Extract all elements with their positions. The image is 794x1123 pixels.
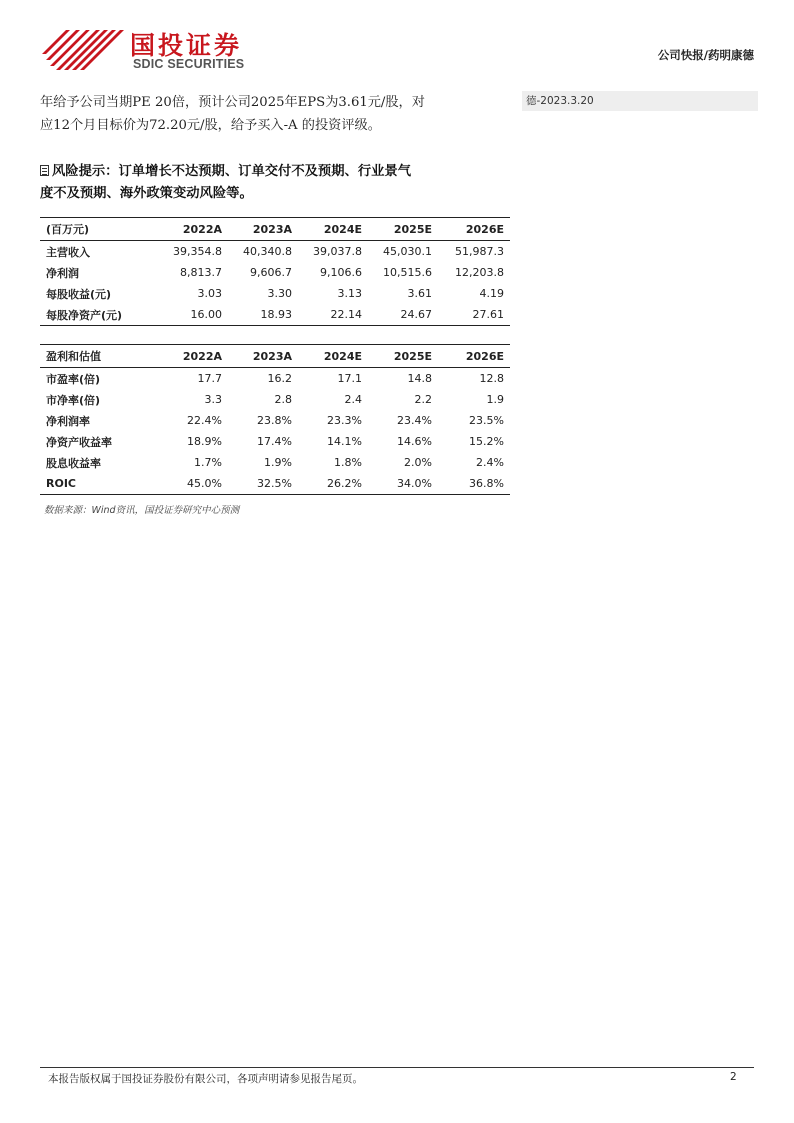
table-row [40,241,510,263]
table-cell: 16.2 [267,372,292,385]
document-icon [40,165,49,176]
risk-line: 风险提示：订单增长不达预期、订单交付不及预期、行业景气 [52,164,412,179]
table-cell: 2.2 [414,393,432,406]
table-cell: 3.30 [267,287,292,300]
table-cell: 4.19 [479,287,504,300]
table-cell: 2.8 [274,393,292,406]
table-row [40,262,510,283]
row-label: 净利润率 [46,414,90,428]
logo-text-en: SDIC SECURITIES [133,57,245,71]
column-header: 2022A [158,218,228,241]
table-cell: 17.1 [337,372,362,385]
table-cell: 3.3 [204,393,222,406]
table-cell: 18.93 [228,304,298,326]
table-cell: 17.7 [197,372,222,385]
table-cell: 1.7% [194,456,222,469]
table-cell: 22.4% [187,414,222,427]
table-cell: 10,515.6 [383,266,432,279]
table-cell: 36.8% [438,473,510,495]
row-label: 市盈率(倍) [46,372,101,386]
column-header: 2026E [438,218,510,241]
company-logo [40,26,280,76]
table-cell: 1.8% [334,456,362,469]
risk-line: 度不及预期、海外政策变动风险等。 [40,186,253,201]
table-cell: 1.9% [264,456,292,469]
table-cell: 40,340.8 [243,245,292,258]
column-header: 2025E [368,345,438,368]
row-label: 市净率(倍) [46,393,101,407]
table-row [40,283,510,304]
table-cell: 1.9 [486,393,504,406]
table-cell: 3.61 [407,287,432,300]
paragraph-line: 年给予公司当期PE 20倍，预计公司2025年EPS为3.61元/股，对 [40,95,425,110]
table-cell: 45.0% [158,473,228,495]
row-label: 每股收益(元) [46,287,112,301]
column-header: 2023A [228,345,298,368]
paragraph-line: 应12个月目标价为72.20元/股，给予买入-A 的投资评级。 [40,118,381,133]
table-cell: 39,037.8 [313,245,362,258]
table-cell: 3.03 [197,287,222,300]
table-row [40,304,510,326]
table-cell: 23.4% [397,414,432,427]
table-row [40,431,510,452]
row-label: 每股净资产(元) [40,304,158,326]
table-cell: 14.8 [407,372,432,385]
financial-summary-table [40,217,510,326]
table-cell: 23.3% [327,414,362,427]
table-row [40,389,510,410]
table-header-row [40,218,510,241]
column-header: 2024E [298,218,368,241]
table-cell: 9,106.6 [320,266,362,279]
risk-warning [40,161,510,205]
logo-stripes-icon [40,28,124,72]
table-cell: 3.13 [337,287,362,300]
table-row [40,452,510,473]
table-cell: 2.4% [476,456,504,469]
column-header: (百万元) [40,218,158,241]
table-cell: 16.00 [158,304,228,326]
row-label: ROIC [40,473,158,495]
column-header: 2024E [298,345,368,368]
table-cell: 24.67 [368,304,438,326]
table-cell: 34.0% [368,473,438,495]
footer-disclaimer: 本报告版权属于国投证券股份有限公司，各项声明请参见报告尾页。 [48,1073,363,1085]
valuation-table [40,344,510,495]
table-cell: 22.14 [298,304,368,326]
column-header: 2022A [158,345,228,368]
table-cell: 15.2% [469,435,504,448]
table-cell: 26.2% [298,473,368,495]
page-header [40,26,754,76]
table-cell: 9,606.7 [250,266,292,279]
table-cell: 14.1% [327,435,362,448]
table-cell: 8,813.7 [180,266,222,279]
table-header-row [40,345,510,368]
table-cell: 18.9% [187,435,222,448]
table-cell: 12.8 [479,372,504,385]
table-cell: 14.6% [397,435,432,448]
row-label: 净利润 [46,266,79,280]
table-cell: 45,030.1 [383,245,432,258]
table-cell: 2.4 [344,393,362,406]
table-cell: 2.0% [404,456,432,469]
column-header: 2025E [368,218,438,241]
table-cell: 51,987.3 [455,245,504,258]
table-cell: 17.4% [257,435,292,448]
table-cell: 32.5% [228,473,298,495]
report-tag: 公司快报/药明康德 [657,48,754,62]
table-cell: 12,203.8 [455,266,504,279]
footer-divider [40,1067,754,1068]
table-cell: 27.61 [438,304,510,326]
table-cell: 39,354.8 [173,245,222,258]
logo-text-cn: 国投证券 [130,31,243,60]
column-header: 2023A [228,218,298,241]
row-label: 股息收益率 [46,456,101,470]
table-row [40,410,510,431]
column-header: 2026E [438,345,510,368]
table-cell: 23.5% [469,414,504,427]
table-row [40,473,510,495]
side-note: 德-2023.3.20 [522,91,758,111]
row-label: 主营收入 [46,245,90,259]
table-cell: 23.8% [257,414,292,427]
body-paragraph [40,91,520,137]
column-header: 盈利和估值 [40,345,158,368]
row-label: 净资产收益率 [46,435,112,449]
page-number: 2 [730,1071,737,1083]
data-source-note: 数据来源：Wind资讯，国投证券研究中心预测 [44,505,240,516]
table-row [40,368,510,390]
